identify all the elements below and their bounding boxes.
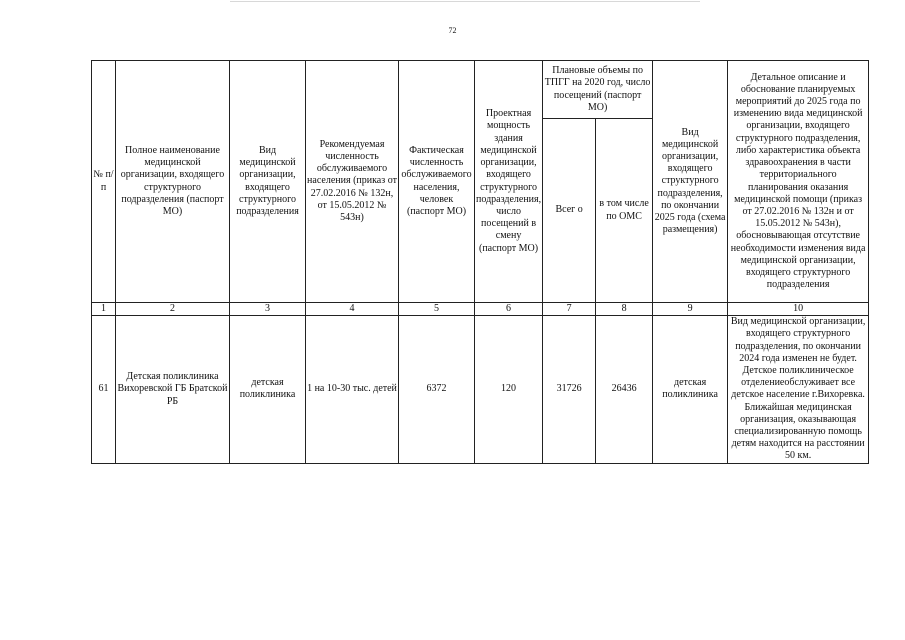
header-actual-population: Фактическая численность обслуживаемого населения, человек (паспорт МО) xyxy=(399,61,475,303)
column-number: 7 xyxy=(543,303,596,316)
column-number: 6 xyxy=(475,303,543,316)
row-description: Вид медицинской организации, входящего структурного подразделения, по окончании 2024 года изменен не будет. Детское поликлиническое отделениеобслуживает все детское население г.Вихоревка. Ближайшая медицинская организация, оказывающая специализированную помощь детям находится на расстоянии 50 км. xyxy=(728,316,869,463)
row-actual-population: 6372 xyxy=(399,316,475,463)
scan-edge-line xyxy=(230,1,700,2)
table-row xyxy=(92,316,869,463)
column-number: 3 xyxy=(230,303,306,316)
column-number: 1 xyxy=(92,303,116,316)
header-recommended-population: Рекомендуемая численность обслуживаемого населения (приказ от 27.02.2016 № 132н, от 15.05.2012 № 543н) xyxy=(306,61,399,303)
header-type-2025: Вид медицинской организации, входящего структурного подразделения, по окончании 2025 года (схема размещения) xyxy=(653,61,728,303)
header-planned-oms: в том числе по ОМС xyxy=(596,119,653,303)
row-planned-total: 31726 xyxy=(543,316,596,463)
column-number: 8 xyxy=(596,303,653,316)
page-number: 72 xyxy=(448,26,457,35)
column-number: 2 xyxy=(116,303,230,316)
header-capacity: Проектная мощность здания медицинской организации, входящего структурного подразделения, число посещений в смену (паспорт МО) xyxy=(475,61,543,303)
header-planned-volumes: Плановые объемы по ТПГГ на 2020 год, число посещений (паспорт МО) xyxy=(543,61,653,119)
row-type-2025: детская поликлиника xyxy=(653,316,728,463)
row-type: детская поликлиника xyxy=(230,316,306,463)
header-planned-total: Всег о xyxy=(543,119,596,303)
column-number-row xyxy=(92,303,869,316)
row-num: 61 xyxy=(92,316,116,463)
header-type: Вид медицинской организации, входящего структурного подразделения xyxy=(230,61,306,303)
header-num: № п/п xyxy=(92,61,116,303)
header-name: Полное наименование медицинской организации, входящего структурного подразделения (паспорт МО) xyxy=(116,61,230,303)
row-capacity: 120 xyxy=(475,316,543,463)
column-number: 4 xyxy=(306,303,399,316)
row-planned-oms: 26436 xyxy=(596,316,653,463)
header-description: Детальное описание и обоснование планируемых мероприятий до 2025 года по изменению вида медицинской организации, входящего структурного подразделения, либо характеристика объекта здравоохранения в части территориального планирования оказания медицинской помощи (приказ от 27.02.2016 № 132н и от 15.05.2012 № 543н), обосновывающая отсутствие необходимости изменения вида медицинской организации, входящего структурного подразделения xyxy=(728,61,869,303)
column-number: 5 xyxy=(399,303,475,316)
column-number: 9 xyxy=(653,303,728,316)
column-number: 10 xyxy=(728,303,869,316)
medical-organizations-table xyxy=(91,60,869,464)
row-name: Детская поликлиника Вихоревской ГБ Братской РБ xyxy=(116,316,230,463)
header-row-1 xyxy=(92,61,869,119)
row-recommended-population: 1 на 10-30 тыс. детей xyxy=(306,316,399,463)
